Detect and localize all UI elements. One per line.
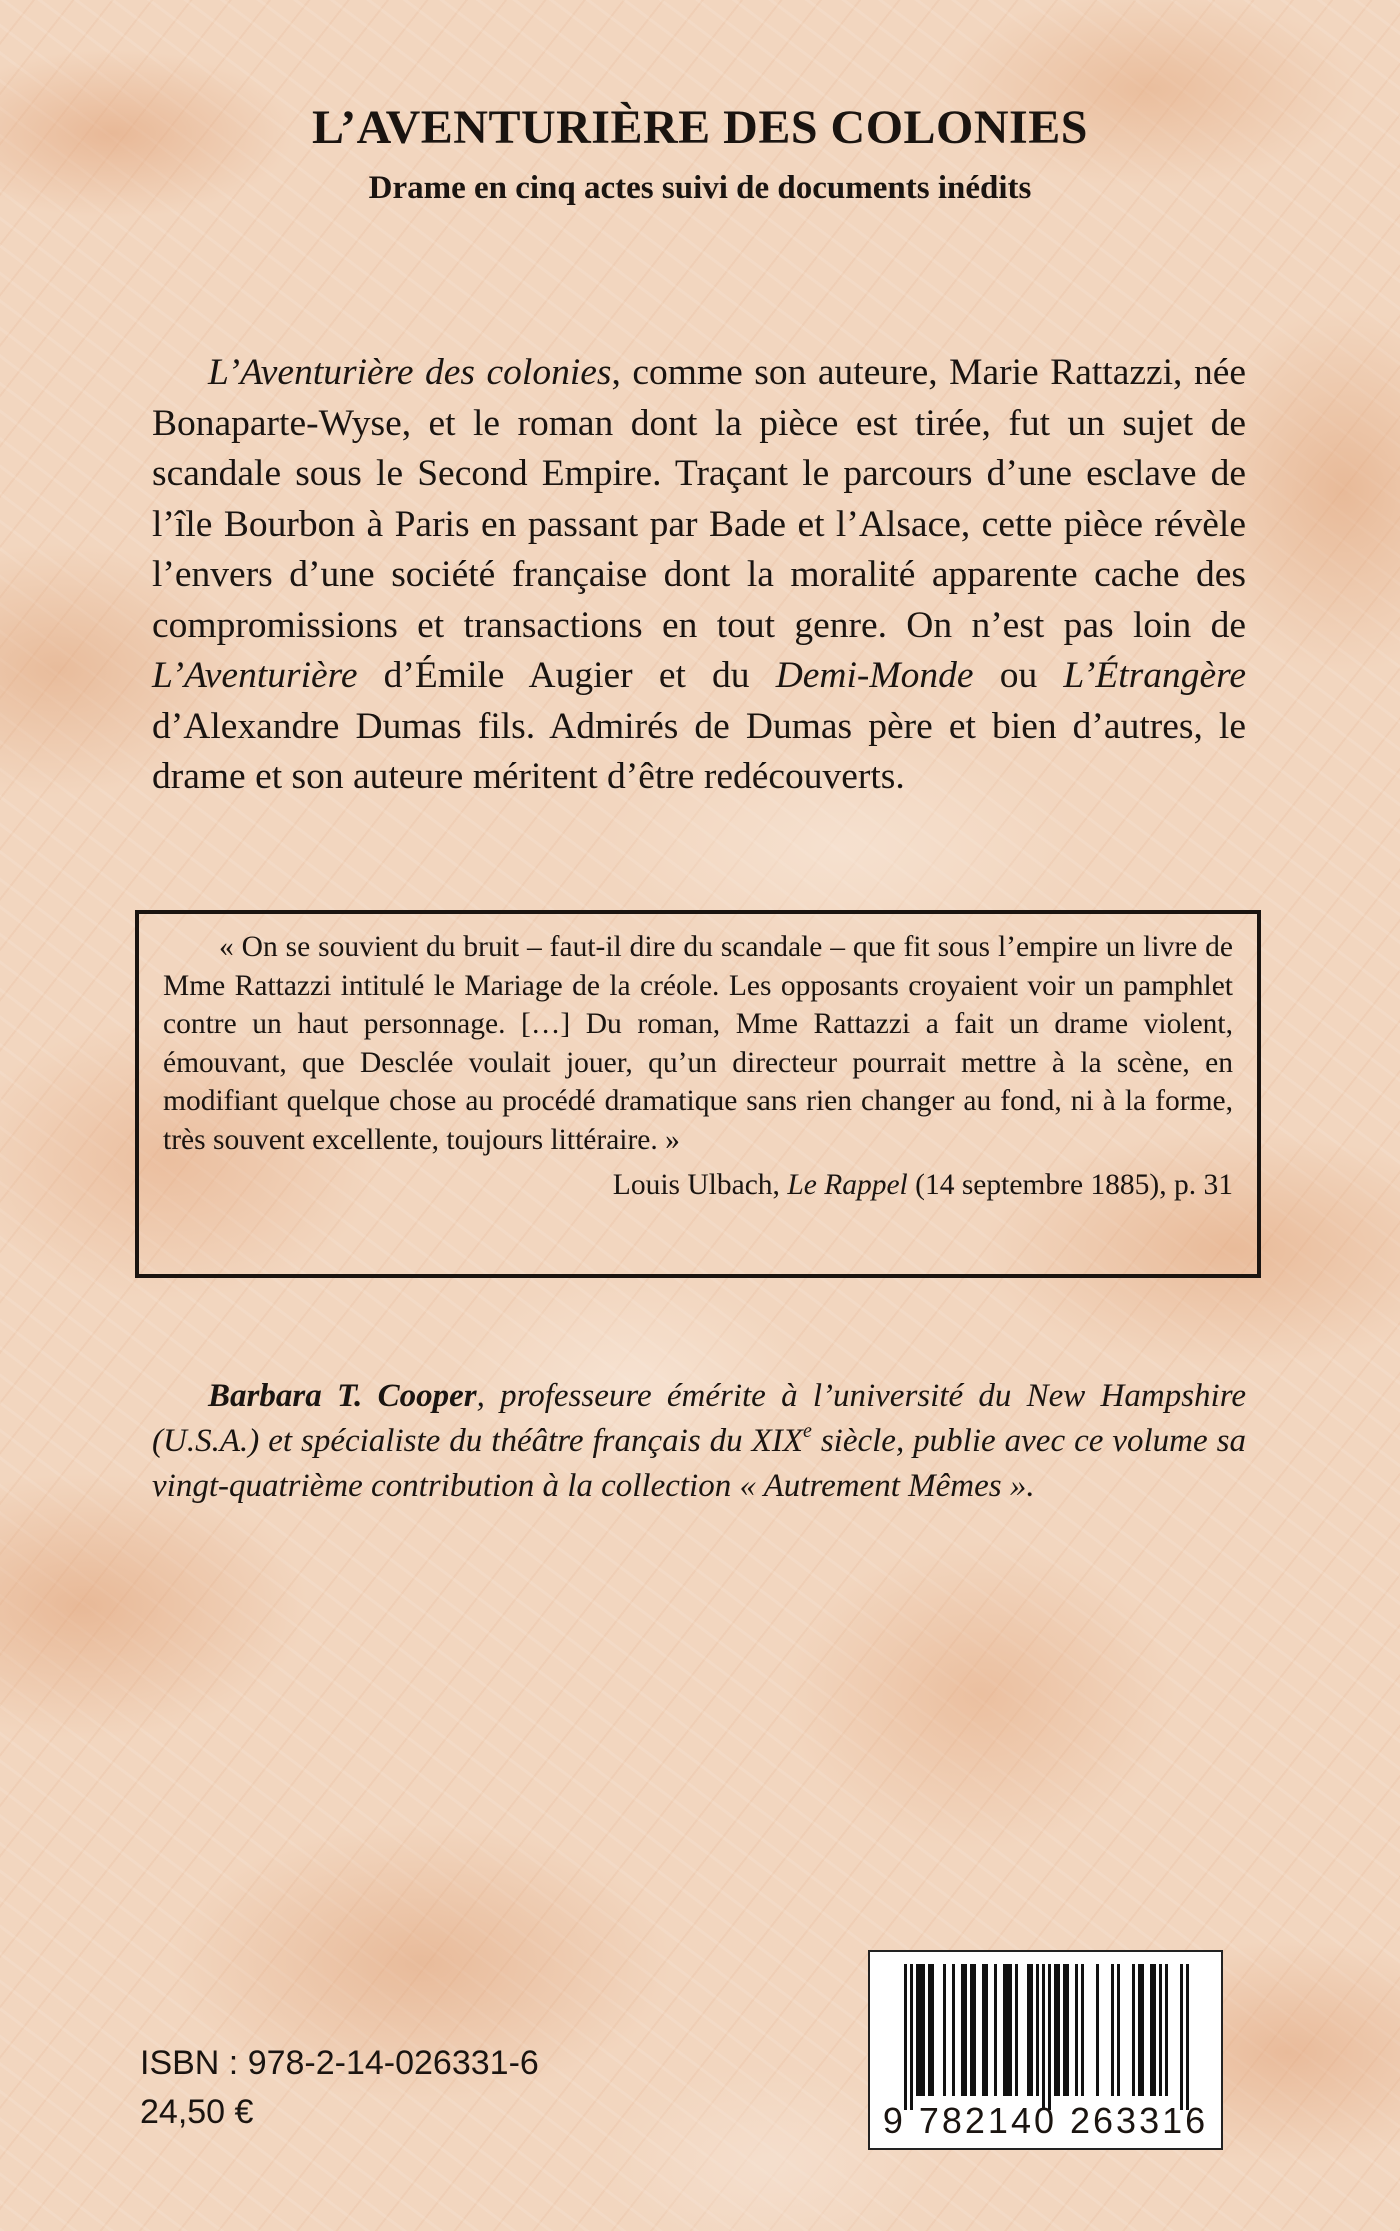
barcode-bar	[1066, 1964, 1069, 2096]
isbn-label: ISBN : 978-2-14-026331-6	[140, 2044, 539, 2082]
author-bio	[152, 1374, 1246, 1509]
barcode-bar	[1054, 1964, 1057, 2096]
barcode-bar	[982, 1964, 985, 2096]
barcode-bar	[1096, 1964, 1099, 2096]
barcode-bar	[970, 1964, 973, 2096]
barcode-bar	[1003, 1964, 1006, 2096]
barcode-bar	[1159, 1964, 1162, 2096]
barcode-bar	[1057, 1964, 1060, 2096]
barcode-bar	[1063, 1964, 1066, 2096]
barcode-bar	[1165, 1964, 1168, 2096]
barcode-bar	[1117, 1964, 1120, 2096]
barcode-bar	[1153, 1964, 1156, 2096]
barcode-bar	[919, 1964, 922, 2096]
author-bio-text: siècle, publie avec ce volume sa vingt-quatrième contribution à la collection « Autrement Mêmes ».	[152, 1423, 1246, 1504]
review-quote-box	[135, 910, 1261, 1278]
barcode-bar	[985, 1964, 988, 2096]
barcode-bar	[916, 1964, 919, 2096]
barcode-bar	[1111, 1964, 1114, 2096]
description-text: ou	[973, 655, 1064, 696]
description-text: d’Émile Augier et du	[357, 655, 776, 696]
barcode-bar	[1138, 1964, 1141, 2096]
barcode-bar	[922, 1964, 925, 2096]
barcode-bar	[1036, 1964, 1039, 2096]
barcode-bar	[973, 1964, 976, 2096]
century-superscript: e	[802, 1420, 812, 1442]
barcode-bar	[994, 1964, 997, 2096]
barcode-bar	[1009, 1964, 1012, 2096]
book-description	[152, 348, 1246, 803]
barcode-bar	[931, 1964, 934, 2096]
description-ref: Demi-Monde	[775, 655, 974, 696]
barcode-bar	[1132, 1964, 1135, 2096]
barcode	[868, 1950, 1223, 2150]
barcode-bar	[1027, 1964, 1030, 2096]
author-name: Barbara T. Cooper	[208, 1378, 477, 1414]
description-text: d’Alexandre Dumas fils. Admirés de Dumas père et bien d’autres, le drame et son auteure méritent d’être redécouverts.	[152, 705, 1246, 797]
barcode-bar	[904, 1964, 907, 2110]
barcode-bar	[1030, 1964, 1033, 2096]
quote-source-journal: Le Rappel	[787, 1168, 908, 1201]
description-title-ref: L’Aventurière des colonies	[208, 352, 612, 393]
barcode-bar	[910, 1964, 913, 2110]
price-label: 24,50 €	[140, 2093, 254, 2131]
barcode-bar	[1141, 1964, 1144, 2096]
quote-source-detail: (14 septembre 1885), p. 31	[907, 1168, 1233, 1201]
book-title: L’AVENTURIÈRE DES COLONIES	[312, 101, 1088, 154]
barcode-bar	[1042, 1964, 1045, 2110]
review-quote-source	[163, 1166, 1233, 1205]
description-ref: L’Aventurière	[152, 655, 358, 696]
barcode-bar	[943, 1964, 946, 2096]
barcode-bar	[964, 1964, 967, 2096]
barcode-bar	[952, 1964, 955, 2096]
barcode-bar	[1180, 1964, 1183, 2110]
barcode-bar	[1075, 1964, 1078, 2096]
quote-source-author: Louis Ulbach,	[612, 1168, 788, 1201]
barcode-bar	[1048, 1964, 1051, 2110]
author-bio-text: , professeure émérite à l’université du New Hampshire (U.S.A.) et spécialiste du théâtre français du XIX	[152, 1378, 1246, 1459]
book-subtitle: Drame en cinq actes suivi de documents inédits	[368, 170, 1032, 206]
description-text: , comme son auteure, Marie Rattazzi, née Bonaparte-Wyse, et le roman dont la pièce est tirée, fut un sujet de scandale sous le Second Empire. Traçant le parcours d’une esclave de l’île Bourbon à Paris en passant par Bade et l’Alsace, cette pièce révèle l’envers d’une société française dont la moralité apparente cache des compromissions et transactions en tout genre. On n’est pas loin de	[152, 352, 1246, 646]
barcode-bar	[1150, 1964, 1153, 2096]
barcode-bar	[1006, 1964, 1009, 2096]
barcode-digits: 9 782140 263316	[882, 2100, 1209, 2141]
barcode-bar	[1186, 1964, 1189, 2110]
description-ref: L’Étrangère	[1063, 655, 1246, 696]
barcode-bar	[928, 1964, 931, 2096]
barcode-bar	[1081, 1964, 1084, 2096]
barcode-bar	[961, 1964, 964, 2096]
barcode-bar	[1015, 1964, 1018, 2096]
review-quote-text: « On se souvient du bruit – faut-il dire du scandale – que fit sous l’empire un livre de Mme Rattazzi intitulé le Mariage de la créole. Les opposants croyaient voir un pamphlet contre un haut personnage. […] Du roman, Mme Rattazzi a fait un drame violent, émouvant, que Desclée voulait jouer, qu’un directeur pourrait mettre à la scène, en modifiant quelque chose au procédé dramatique sans rien changer au fond, ni à la forme, très souvent excellente, toujours littéraire. »	[163, 931, 1233, 1156]
